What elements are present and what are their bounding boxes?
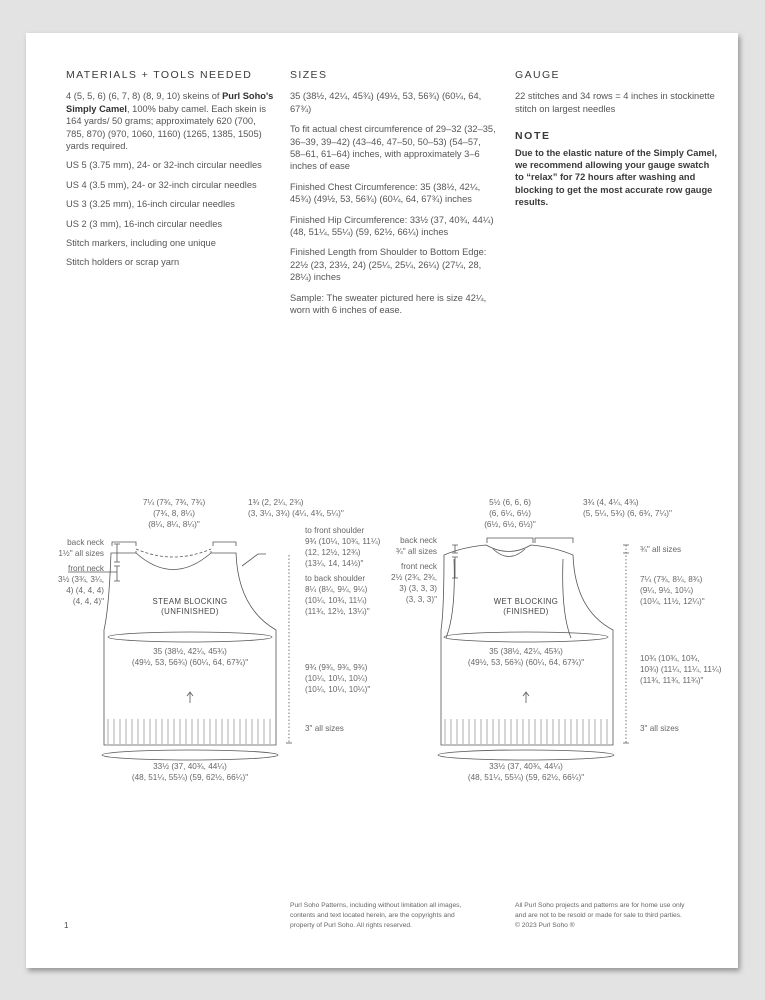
left-front-shoulder-1: to front shoulder bbox=[305, 526, 365, 535]
material-item: Stitch markers, including one unique bbox=[66, 238, 216, 249]
left-hip-ellipse bbox=[102, 750, 278, 760]
right-chest-2: (49½, 53, 56¾) (60¼, 64, 67¾)" bbox=[467, 658, 585, 667]
right-armhole-3: (10¼, 11½, 12¼)" bbox=[640, 597, 705, 606]
right-hip-1: 33½ (37, 40¾, 44¼) bbox=[489, 762, 563, 771]
right-body-2: 10¾) (11¼, 11¼, 11¼) bbox=[640, 665, 722, 674]
left-body-1: 9¾ (9¾, 9¾, 9¾) bbox=[305, 663, 368, 672]
page-number: 1 bbox=[64, 921, 69, 930]
yarn-link[interactable]: Purl Soho's Simply Camel bbox=[66, 91, 274, 114]
right-ribbing: 3" all sizes bbox=[640, 724, 679, 733]
material-item: Stitch holders or scrap yarn bbox=[66, 257, 180, 268]
materials-heading: MATERIALS + TOOLS NEEDED bbox=[66, 69, 253, 81]
right-body-3: (11¾, 11¾, 11¾)" bbox=[640, 676, 704, 685]
right-armhole-left bbox=[446, 559, 454, 638]
material-item: US 5 (3.75 mm), 24- or 32-inch circular needles bbox=[66, 160, 262, 171]
left-back-shoulder-1: to back shoulder bbox=[305, 574, 366, 583]
size-item: Finished Length from Shoulder to Bottom Edge: 22½ (23, 23½, 24) (25¼, 25¼, 26¼) (27¼, 28, 28¼) inches bbox=[290, 247, 487, 283]
right-front-neck-2: 2½ (2¾, 2¾, bbox=[391, 573, 437, 582]
size-item: Finished Chest Circumference: 35 (38½, 42¼, 45¾) (49½, 53, 56¾) (60¼, 64, 67¾) inches bbox=[290, 181, 481, 205]
material-item: US 4 (3.5 mm), 24- or 32-inch circular needles bbox=[66, 179, 257, 190]
left-back-shoulder-4: (11¾, 12½, 13¼)" bbox=[305, 607, 370, 616]
left-shoulder-1: 1¾ (2, 2¼, 2¾) bbox=[248, 498, 304, 507]
right-chest-ellipse bbox=[444, 632, 608, 642]
gauge-text: 22 stitches and 34 rows = 4 inches in stockinette stitch on largest needles bbox=[515, 91, 715, 114]
note-heading: NOTE bbox=[515, 130, 551, 143]
right-hip-ellipse bbox=[438, 750, 614, 760]
size-item: Sample: The sweater pictured here is size 42¼, worn with 6 inches of ease. bbox=[290, 292, 487, 316]
left-back-neck-2: 1½" all sizes bbox=[58, 549, 104, 558]
left-title-1: STEAM BLOCKING bbox=[152, 597, 228, 606]
copyright-right: All Purl Soho projects and patterns are for home use only and are not to be resold or made for sale to third parties. © 2023 Purl Soho ® bbox=[515, 902, 685, 929]
left-back-shoulder-3: (10¼, 10¾, 11¼) bbox=[305, 596, 367, 605]
right-front-neck-3: 3) (3, 3, 3) bbox=[399, 584, 437, 593]
left-top-width-1: 7¼ (7¾, 7¾, 7¾) bbox=[142, 498, 206, 507]
left-front-neck-4: (4, 4, 4)" bbox=[72, 597, 104, 606]
left-back-neck-dashed bbox=[136, 549, 211, 557]
right-armhole-right bbox=[563, 559, 571, 638]
pattern-page bbox=[26, 33, 738, 968]
left-shoulder-dashed bbox=[136, 549, 211, 553]
right-front-neck-4: (3, 3, 3)" bbox=[405, 595, 437, 604]
right-back-neck-1: back neck bbox=[400, 536, 437, 545]
right-hip-2: (48, 51¼, 55¼) (59, 62½, 66¼)" bbox=[467, 773, 585, 782]
yarn-requirement: 4 (5, 5, 6) (6, 7, 8) (8, 9, 10) skeins of Purl Soho's Simply Camel, 100% baby camel. Each skein is 164 yards/ 50 grams; approximately 620 (700, 785, 870) (970, 1060, 1160) (1265, 1385, 1505) yards required. bbox=[66, 91, 274, 152]
gauge-heading: GAUGE bbox=[515, 69, 560, 81]
left-chest-1: 35 (38½, 42¼, 45¾) bbox=[153, 647, 227, 656]
right-title-2: (FINISHED) bbox=[503, 607, 549, 616]
left-front-shoulder-2: 9¾ (10¼, 10¾, 11¼) bbox=[305, 537, 381, 546]
left-back-shoulder-2: 8¼ (8¼, 9¼, 9¼) bbox=[305, 585, 368, 594]
right-title-1: WET BLOCKING bbox=[493, 597, 559, 606]
right-front-neck-1: front neck bbox=[401, 562, 437, 571]
schematics bbox=[26, 33, 738, 968]
left-hip-2: (48, 51¼, 55¼) (59, 62½, 66¼)" bbox=[131, 773, 249, 782]
sizes-heading: SIZES bbox=[290, 69, 328, 81]
right-top-allsizes: ¾" all sizes bbox=[640, 545, 682, 554]
left-front-neck-2: 3½ (3¾, 3¼, bbox=[58, 575, 104, 584]
left-shoulder-2: (3, 3¼, 3¾) (4¼, 4¾, 5¼)" bbox=[248, 509, 344, 518]
left-chest-2: (49½, 53, 56¾) (60¼, 64, 67¾)" bbox=[131, 658, 249, 667]
left-body-2: (10¼, 10¼, 10¼) bbox=[305, 674, 368, 683]
right-top-width-1: 5½ (6, 6, 6) bbox=[489, 498, 531, 507]
left-top-width-3: (8¼, 8¼, 8¼)" bbox=[148, 520, 200, 529]
right-top-width-3: (6½, 6½, 6½)" bbox=[484, 520, 536, 529]
right-shoulder-2: (5, 5¼, 5¾) (6, 6¾, 7¼)" bbox=[583, 509, 672, 518]
material-item: US 2 (3 mm), 16-inch circular needles bbox=[66, 218, 223, 229]
right-armhole-2: (9¼, 9½, 10¼) bbox=[640, 586, 694, 595]
right-back-neck-2: ¾" all sizes bbox=[395, 547, 437, 556]
left-ribbing: 3" all sizes bbox=[305, 724, 344, 733]
left-top-width-2: (7¾, 8, 8¼) bbox=[153, 509, 195, 518]
left-title-2: (UNFINISHED) bbox=[161, 607, 219, 616]
note-text: Due to the elastic nature of the Simply Camel, we recommend allowing your gauge swatch to “relax” for 72 hours after washing and blocking to get the most accurate row gauge results. bbox=[515, 147, 717, 208]
size-item: To fit actual chest circumference of 29–32 (32–35, 36–39, 39–42) (43–46, 47–50, 50–53) (54–57, 58–61, 61–64) inches, with approximately 3–6 inches of ease bbox=[290, 124, 496, 172]
left-front-shoulder-4: (13¼, 14, 14½)" bbox=[305, 559, 364, 568]
left-body-3: (10¼, 10¼, 10¼)" bbox=[305, 685, 371, 694]
left-front-neck-3: 4) (4, 4, 4) bbox=[66, 586, 104, 595]
copyright-left: Purl Soho Patterns, including without limitation all images, contents and text located herein, are the copyrights and property of Purl Soho. All rights reserved. bbox=[290, 902, 462, 929]
right-top-width-2: (6, 6¼, 6½) bbox=[489, 509, 531, 518]
material-item: US 3 (3.25 mm), 16-inch circular needles bbox=[66, 199, 235, 210]
left-hip-1: 33½ (37, 40¾, 44¼) bbox=[153, 762, 227, 771]
right-shoulder-1: 3¾ (4, 4¼, 4¾) bbox=[583, 498, 639, 507]
left-chest-ellipse bbox=[108, 632, 272, 642]
left-back-neck-1: back neck bbox=[67, 538, 104, 547]
left-front-neck-1: front neck bbox=[68, 564, 104, 573]
right-body-1: 10¾ (10¾, 10¾, bbox=[640, 654, 700, 663]
right-sweater-outline bbox=[441, 545, 613, 745]
size-item: 35 (38½, 42¼, 45¾) (49½, 53, 56¾) (60¼, 64, 67¾) bbox=[290, 91, 482, 114]
right-armhole-1: 7¼ (7¾, 8¼, 8¾) bbox=[640, 575, 703, 584]
left-front-shoulder-3: (12, 12½, 12¾) bbox=[305, 548, 361, 557]
right-chest-1: 35 (38½, 42¼, 45¾) bbox=[489, 647, 563, 656]
size-item: Finished Hip Circumference: 33½ (37, 40¾, 44¼) (48, 51¼, 55¼) (59, 62½, 66¼) inches bbox=[290, 214, 494, 238]
